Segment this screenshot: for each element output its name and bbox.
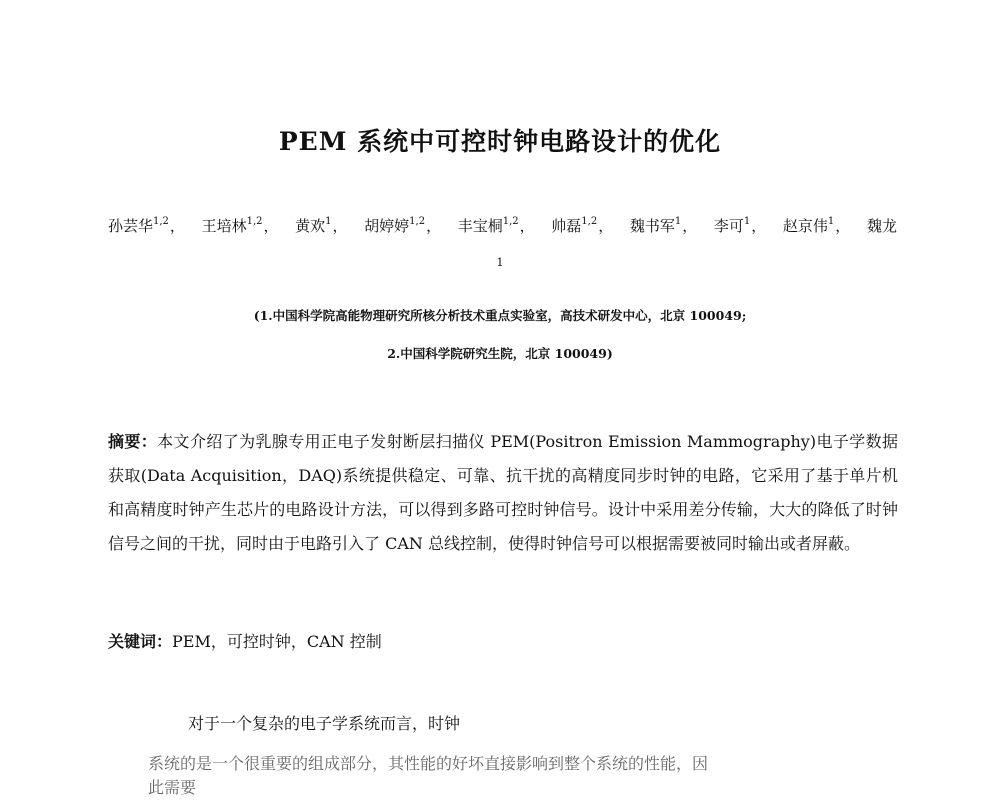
author [295,216,347,236]
author-affiliation-mark: 1,2 [153,216,169,227]
author-name: 魏书军 [629,217,675,235]
author [458,216,535,236]
keywords-label: 关键词： [108,632,173,651]
author-separator: ， [598,217,614,235]
author-name: 孙芸华 [108,217,154,235]
author [108,216,185,236]
author-name: 帅磊 [551,217,582,235]
author [714,216,766,236]
author-separator: ， [835,217,851,235]
author-separator: ， [169,217,185,235]
author [202,216,279,236]
author-name: 胡婷婷 [364,217,410,235]
intro-paragraph-cutoff: 系统的是一个很重要的组成部分，其性能的好坏直接影响到整个系统的性能，因此需要 [148,754,709,797]
author-separator: ， [519,217,535,235]
author [364,216,441,236]
author [551,216,613,236]
author [630,216,697,236]
author-name: 李可 [713,217,744,235]
author-affiliation-mark: 1 [674,216,682,227]
abstract [108,425,898,561]
author-separator: ， [332,217,348,235]
author-affiliation-mark: 1,2 [409,216,426,227]
author-affiliation-mark: 1 [827,216,835,227]
author-list [108,216,898,236]
author-affiliation-mark: 1 [325,216,332,227]
author-affiliation-mark: 1,2 [581,216,598,227]
author-name: 王培林 [201,217,247,235]
affiliation-line-2: 2.中国科学院研究生院，北京 100049) [387,346,613,361]
author-affiliation-mark: 1,2 [502,216,519,227]
author-name: 丰宝桐 [457,217,503,235]
keywords-text: PEM，可控时钟，CAN 控制 [172,632,382,651]
paper-title: PEM 系统中可控时钟电路设计的优化 [278,127,722,156]
author-affiliation-mark: 1 [743,216,751,227]
author-name: 黄欢 [295,217,326,235]
keywords [108,630,898,654]
intro-paragraph-start: 对于一个复杂的电子学系统而言，时钟 [188,714,461,733]
affiliation-line-1: (1.中国科学院高能物理研究所核分析技术重点实验室，高技术研发中心，北京 100049; [253,308,747,323]
abstract-text: 本文介绍了为乳腺专用正电子发射断层扫描仪 PEM(Positron Emission Mammography)电子学数据获取(Data Acquisition，DAQ)系统提供稳定、可靠、抗干扰的高精度同步时钟的电路，它采用了基于单片机和高精度时钟产生芯片的电路设计方法，可以得到多路可控时钟信号。设计中采用差分传输，大大的降低了时钟信号之间的干扰，同时由于电路引入了 CAN 总线控制，使得时钟信号可以根据需要被同时输出或者屏蔽。 [108,432,898,553]
author-name: 赵京伟 [782,217,828,235]
author [783,216,850,236]
author [867,216,898,236]
author-separator: ， [682,217,698,235]
last-author-affiliation: 1 [496,256,504,269]
author-separator: ， [263,217,279,235]
author-separator: ， [751,217,767,235]
author-affiliation-mark: 1,2 [246,216,263,227]
author-name: 魏龙 [866,217,897,235]
author-separator: ， [426,217,442,235]
abstract-label: 摘要： [108,432,158,451]
